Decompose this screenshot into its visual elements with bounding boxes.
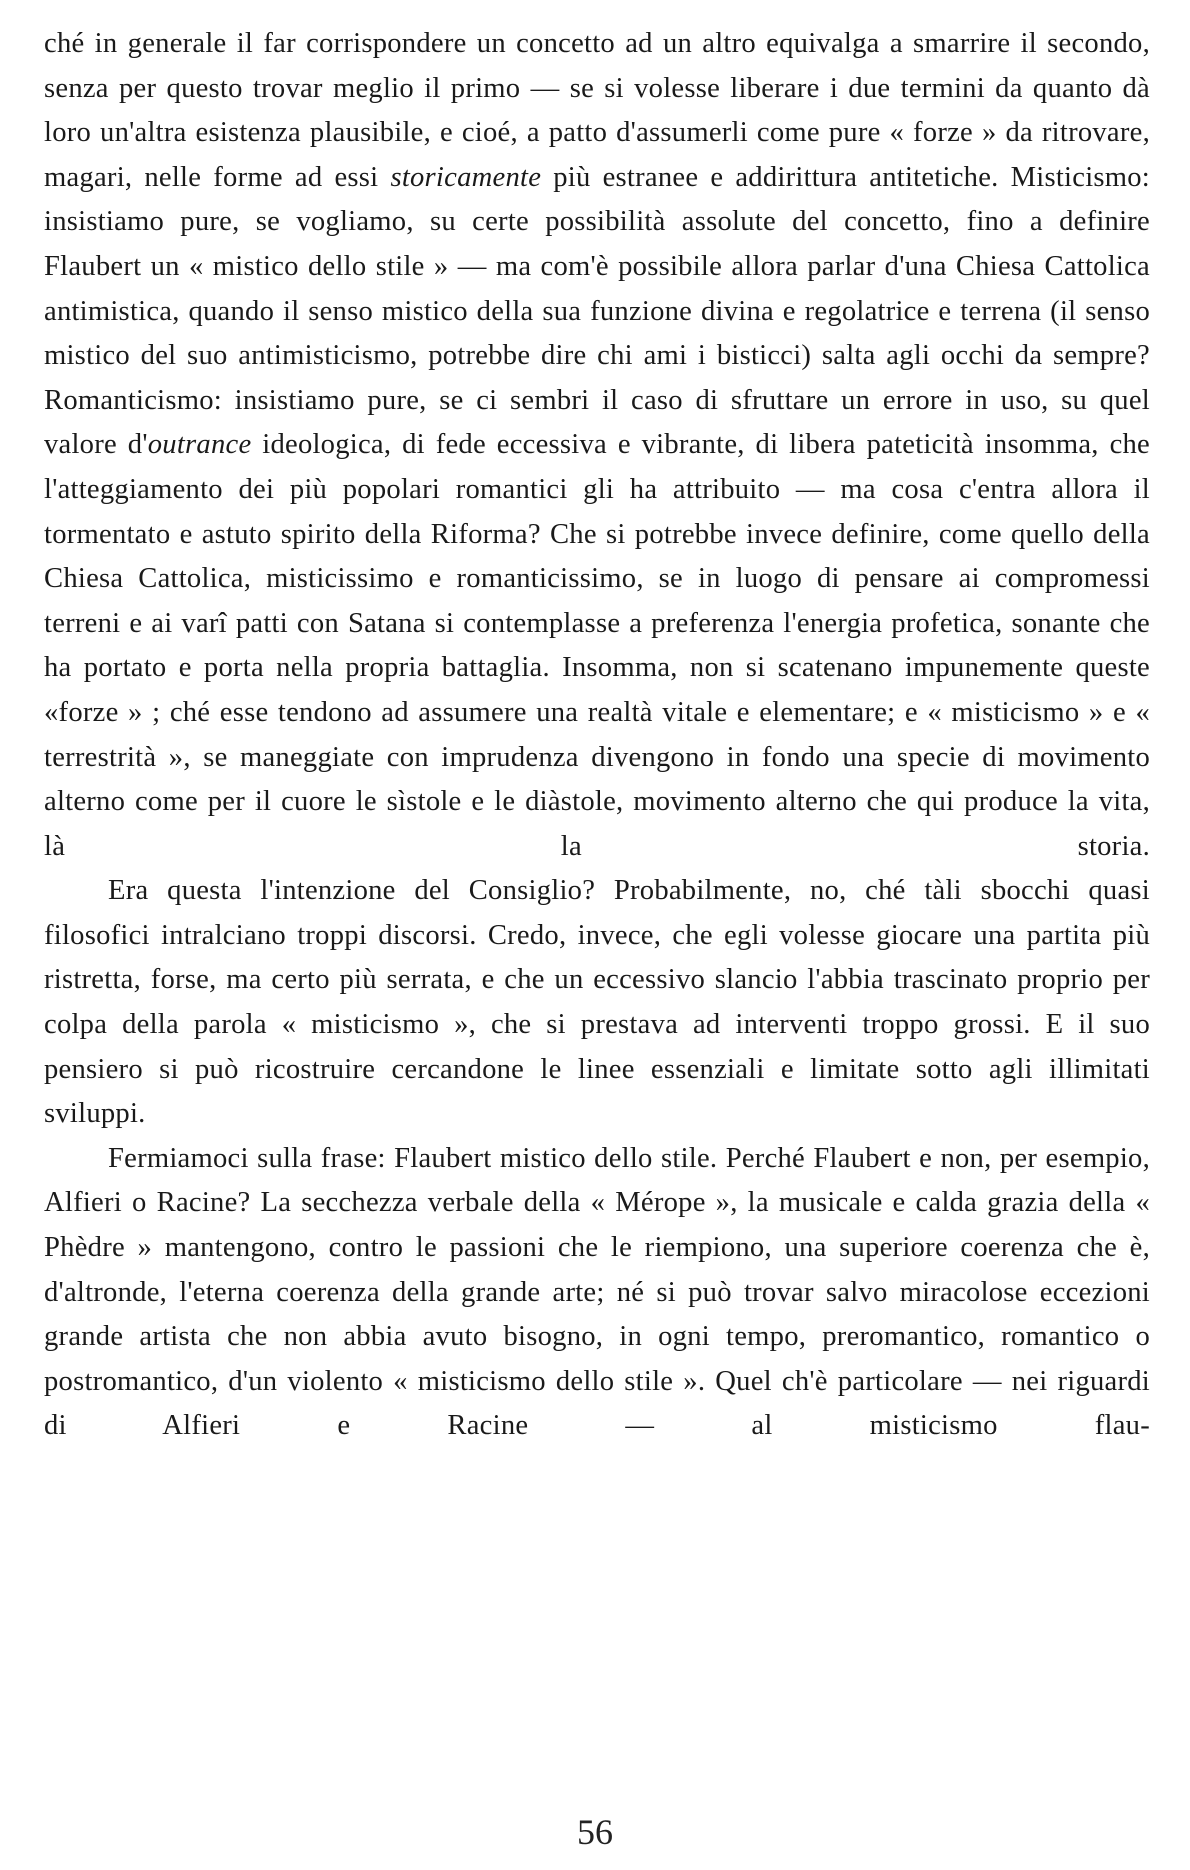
italic-term-outrance: outrance [147, 429, 252, 461]
paragraph-1-part-1: ché in generale il far corrispondere un concetto ad un altro equivalga a smarrire il secondo, senza per questo trovar meglio il primo — se si volesse liberare i due termini da quanto dà loro un'altra esistenza plausibile, e cioé, a patto d'assumerli come pure « forze » da ritrovare, magari, nelle forme ad essi [44, 28, 1150, 193]
paragraph-2: Era questa l'intenzione del Consiglio? Probabilmente, no, ché tàli sbocchi quasi filosofici intralciano troppi discorsi. Credo, invece, che egli volesse giocare una partita più ristretta, forse, ma certo più serrata, e che un eccessivo slancio l'abbia trascinato proprio per colpa della parola « misticismo », che si prestava ad interventi troppo grossi. E il suo pensiero si può ricostruire cercandone le linee essenziali e limitate sotto agli illimitati sviluppi. [44, 875, 1150, 1130]
paragraph-1 [44, 22, 1150, 869]
body-text [44, 22, 1150, 1449]
paragraph-3: Fermiamoci sulla frase: Flaubert mistico dello stile. Perché Flaubert e non, per esempio, Alfieri o Racine? La secchezza verbale della « Mérope », la musicale e calda grazia della « Phèdre » mantengono, contro le passioni che le riempiono, una superiore coerenza che è, d'altronde, l'eterna coerenza della grande arte; né si può trovar salvo miracolose eccezioni grande artista che non abbia avuto bisogno, in ogni tempo, preromantico, romantico o postromantico, d'un violento « misticismo dello stile ». Quel ch'è particolare — nei riguardi di Alfieri e Racine — al misticismo flau- [44, 1142, 1150, 1442]
page-number: 56 [577, 1812, 613, 1852]
paragraph-1-part-3: ideologica, di fede eccessiva e vibrante, di libera pateticità insomma, che l'atteggiamento dei più popolari romantici gli ha attribuito — ma cosa c'entra allora il tormentato e astuto spirito della Riforma? Che si potrebbe invece definire, come quello della Chiesa Cattolica, misticissimo e romanticissimo, se in luogo di pensare ai compromessi terreni e ai varî patti con Satana si contemplasse a preferenza l'energia profetica, sonante che ha portato e porta nella propria battaglia. Insomma, non si scatenano impunemente queste «forze » ; ché esse tendono ad assumere una realtà vitale e elementare; e « misticismo » e « terrestrità », se maneggiate con imprudenza divengono in fondo una specie di movimento alterno come per il cuore le sìstole e le diàstole, movimento alterno che qui produce la vita, là la storia. [44, 429, 1150, 862]
italic-term-storicamente: storicamente [390, 161, 542, 193]
paragraph-1-part-2: più estranee e addirittura antitetiche. Misticismo: insistiamo pure, se vogliamo, su certe possibilità assolute del concetto, fino a definire Flaubert un « mistico dello stile » — ma com'è possibile allora parlar d'una Chiesa Cattolica antimistica, quando il senso mistico della sua funzione divina e regolatrice e terrena (il senso mistico del suo antimisticismo, potrebbe dire chi ami i bisticci) salta agli occhi da sempre? Romanticismo: insistiamo pure, se ci sembri il caso di sfruttare un errore in uso, su quel valore d' [44, 161, 1150, 461]
